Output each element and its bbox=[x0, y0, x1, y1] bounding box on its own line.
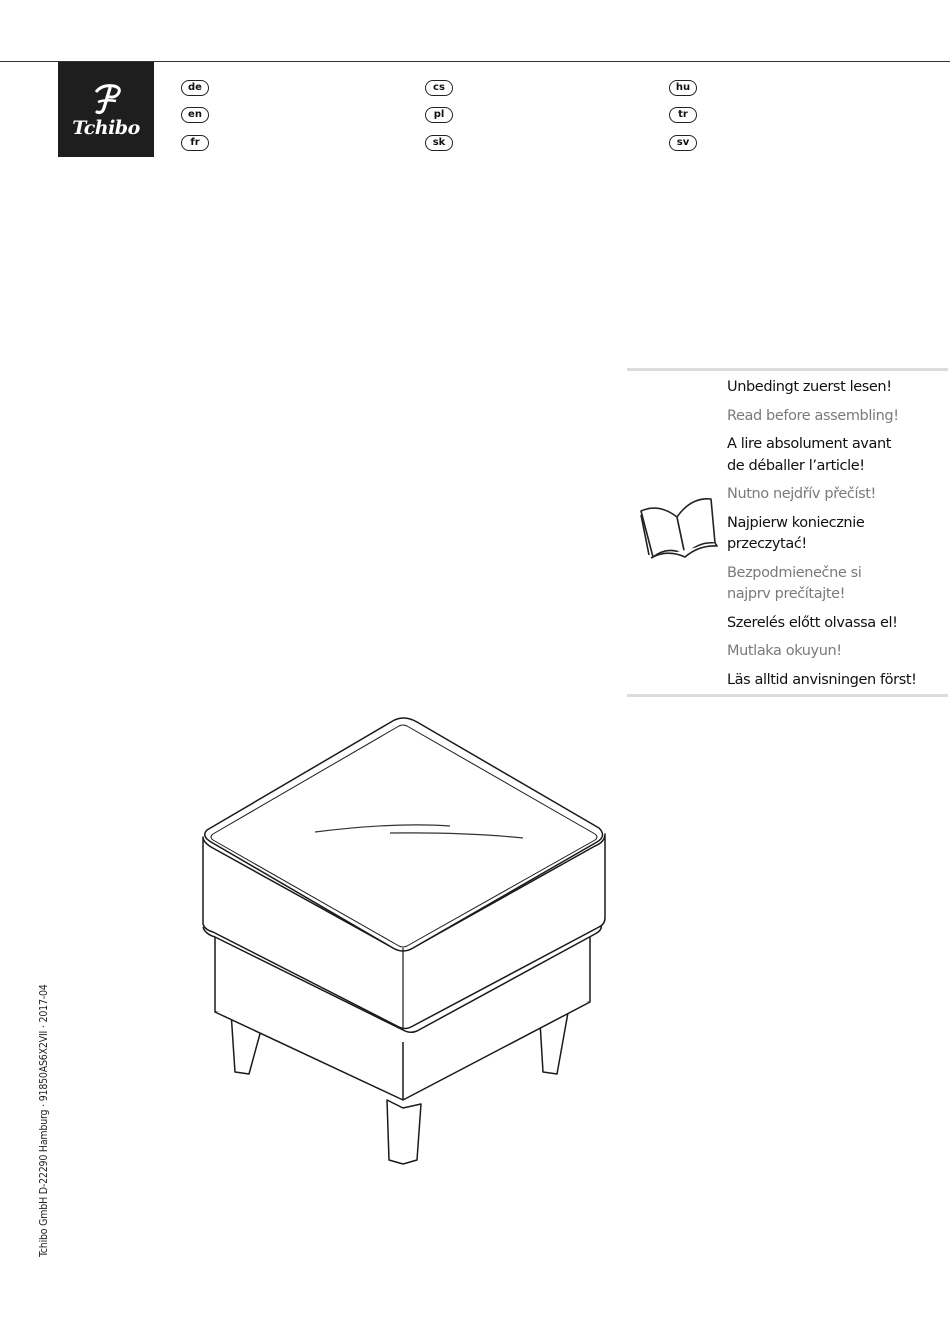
message-sv: Läs alltid anvisningen först! bbox=[727, 671, 917, 688]
message-hu: Szerelés előtt olvassa el! bbox=[727, 614, 898, 631]
lang-badge-sv: sv bbox=[669, 135, 697, 151]
ottoman-stool-drawing bbox=[195, 712, 615, 1172]
lang-badge-pl: pl bbox=[425, 107, 453, 123]
lang-badge-sk: sk bbox=[425, 135, 453, 151]
tchibo-logo bbox=[58, 62, 154, 157]
lang-badge-hu: hu bbox=[669, 80, 697, 96]
open-book-icon bbox=[639, 489, 719, 561]
message-tr: Mutlaka okuyun! bbox=[727, 643, 842, 659]
lang-badge-en: en bbox=[181, 107, 209, 123]
message-en: Read before assembling! bbox=[727, 407, 899, 424]
lang-badge-fr: fr bbox=[181, 135, 209, 151]
read-first-messages bbox=[727, 377, 947, 698]
message-pl: Najpierw koniecznie przeczytać! bbox=[727, 514, 865, 552]
message-sk: Bezpodmienečne si najprv prečítajte! bbox=[727, 564, 862, 602]
imprint-text: Tchibo GmbH D-22290 Hamburg · 91850AS6X2VII · 2017-04 bbox=[38, 984, 50, 1257]
message-de: Unbedingt zuerst lesen! bbox=[727, 379, 892, 395]
lang-badge-tr: tr bbox=[669, 107, 697, 123]
message-fr: A lire absolument avant de déballer l’article! bbox=[727, 436, 892, 474]
logo-wordmark: Tchibo bbox=[72, 117, 140, 139]
tchibo-cup-icon bbox=[58, 62, 154, 122]
lang-badge-cs: cs bbox=[425, 80, 453, 96]
lang-badge-de: de bbox=[181, 80, 209, 96]
message-cs: Nutno nejdřív přečíst! bbox=[727, 486, 876, 502]
read-first-box bbox=[627, 368, 948, 697]
